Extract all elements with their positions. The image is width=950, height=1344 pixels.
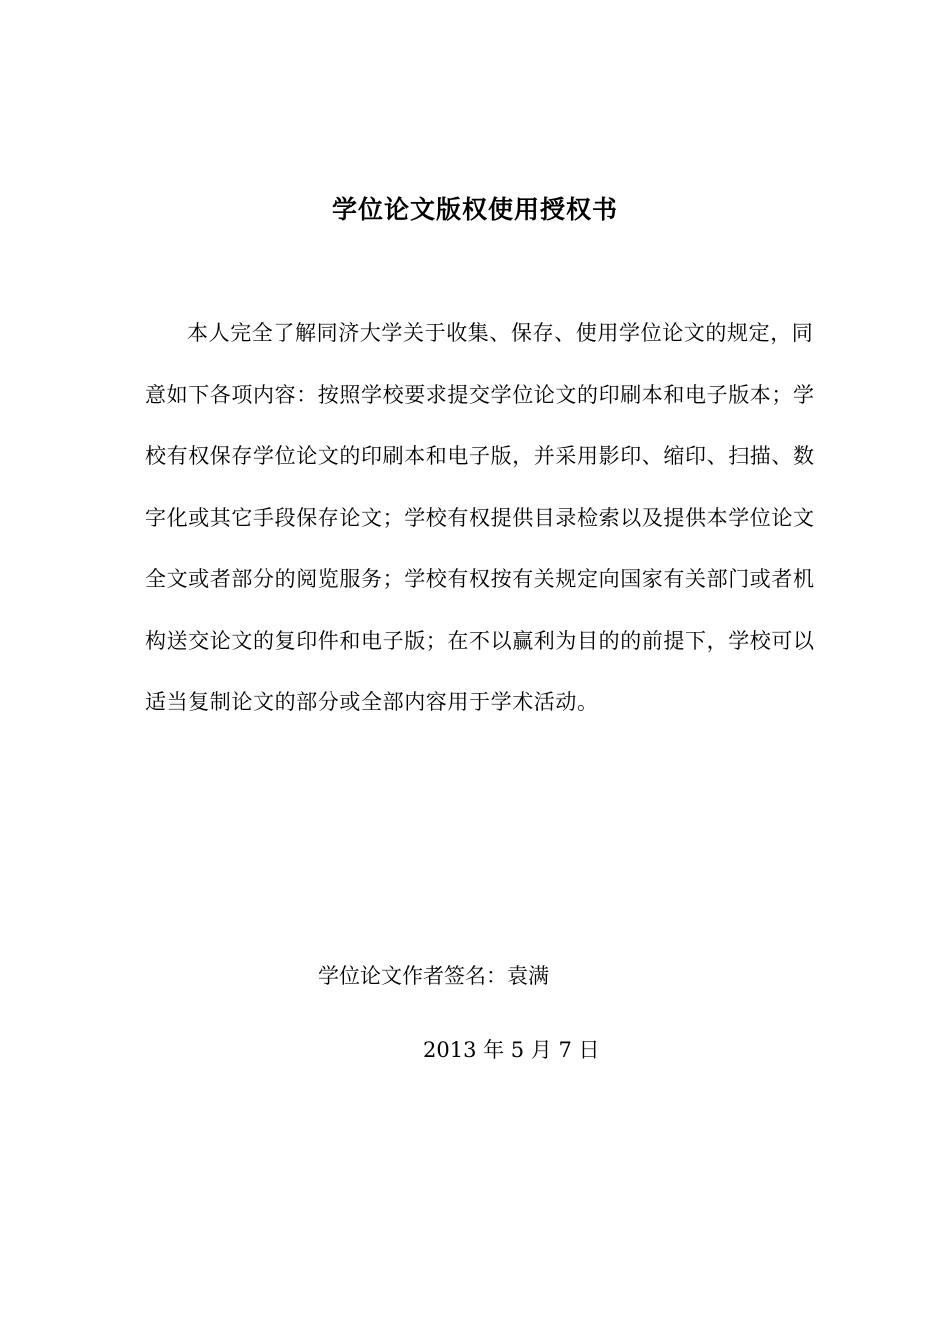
- author-signature-line: 学位论文作者签名：袁满: [318, 964, 549, 988]
- signature-date: 2013 年 5 月 7 日: [423, 1038, 600, 1062]
- document-title: 学位论文版权使用授权书: [331, 195, 618, 224]
- authorization-paragraph: 本人完全了解同济大学关于收集、保存、使用学位论文的规定，同意如下各项内容：按照学校要求提交学位论文的印刷本和电子版本；学校有权保存学位论文的印刷本和电子版，并采用影印、缩印、扫描、数字化或其它手段保存论文；学校有权提供目录检索以及提供本学位论文全文或者部分的阅览服务；学校有权按有关规定向国家有关部门或者机构送交论文的复印件和电子版；在不以赢利为目的的前提下，学校可以适当复制论文的部分或全部内容用于学术活动。: [145, 321, 815, 714]
